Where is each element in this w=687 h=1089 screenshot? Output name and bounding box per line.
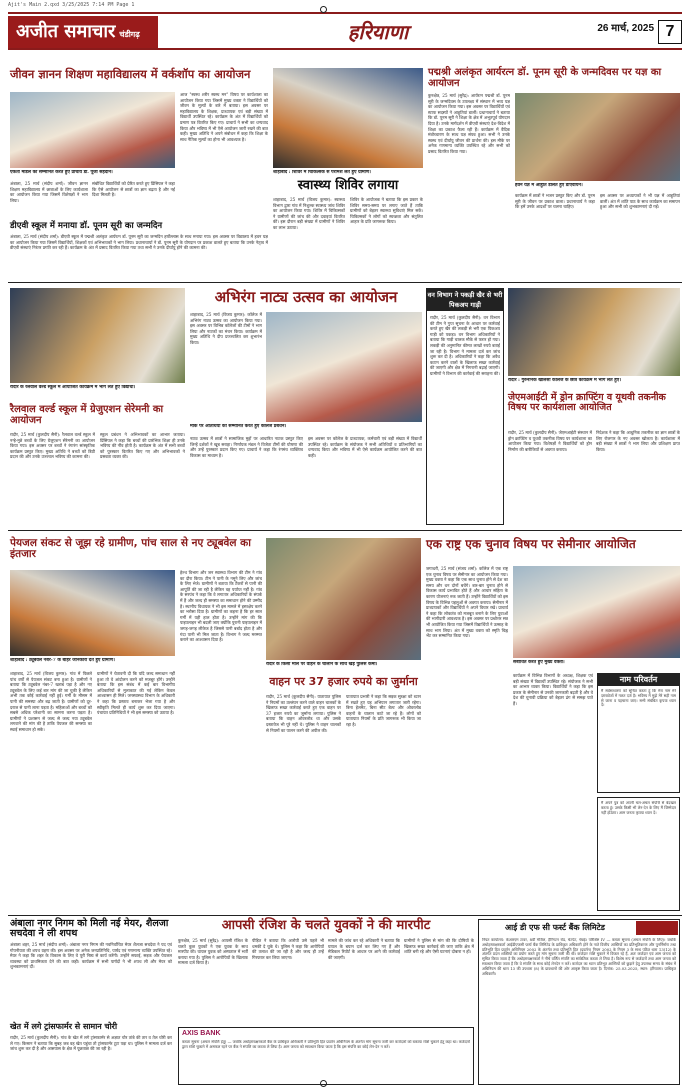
headline-assault[interactable]: आपसी रंजिश के चलते युवकों ने की मारपीट <box>221 918 431 933</box>
headline-mayor-oath[interactable]: अंबाला नगर निगम को मिली नई मेयर, शैलजा सचदेवा ने ली शपथ <box>10 918 169 939</box>
water-crisis-caption: शाहाबाद : ट्यूबवेल नंबर-7 के बाहर जानकारी देते हुए ग्रामीण। <box>10 658 115 663</box>
headline-drone-workshop[interactable]: जेएमआईटी में ड्रोन क्राफ्टिंग व यूथवी तकनीक विषय पर कार्यशाला आयोजित <box>508 392 666 413</box>
yagya-photo <box>515 93 680 181</box>
health-camp-caption: शाहाबाद : शिविर में चिकित्सक से परामर्श लेते हुए ग्रामीण। <box>273 170 371 175</box>
theatre-photo <box>266 312 422 422</box>
transformer-body: रादौर, 25 मार्च (कुलदीप सैनी): गांव के खेत में लगे ट्रांसफार्मर से अज्ञात चोर तांबे की तार व तेल चोरी कर ले गए। किसान ने बताया कि सुबह जब वह खेत पहुंचा तो ट्रांसफार्मर टूटा पड़ा था। पुलिस ने मामला दर्ज कर जांच शुरू कर दी है और आसपास के क्षेत्र में पूछताछ की जा रही है। <box>10 1035 172 1052</box>
idfc-bank-title: आई डी एफ सी फर्स्ट बैंक लिमिटेड <box>505 923 605 932</box>
headline-workshop[interactable]: जीवन ज्ञानन शिक्षण महाविद्यालय में वर्कशॉप का आयोजन <box>10 67 251 81</box>
name-change-title[interactable]: नाम परिवर्तन <box>598 674 679 686</box>
section-title: हरियाणा <box>347 20 409 44</box>
yagya-body: कुरुक्षेत्र, 25 मार्च (सुरेंद्र): आर्यरत्न पद्मश्री डॉ. पूनम सूरी के जन्मदिवस के उपलक्ष्य में संस्थान में भव्य यज्ञ का आयोजन किया गया। इस अवसर पर विद्यार्थियों एवं स्टाफ सदस्यों ने आहुतियां डालीं। प्रधानाचार्य ने बताया कि डॉ. पूनम सूरी ने शिक्षा के क्षेत्र में अभूतपूर्व योगदान दिया है। उनके मार्गदर्शन में डीएवी संस्थाएं देश-विदेश में शिक्षा का प्रकाश फैला रही हैं। कार्यक्रम में वैदिक मंत्रोच्चारण के साथ यज्ञ संपन्न हुआ। सभी ने उनके स्वस्थ एवं दीर्घायु जीवन की प्रार्थना की। इस मौके पर अनेक गणमान्य व्यक्ति उपस्थित रहे और सभी को प्रसाद वितरित किया गया। <box>428 93 510 154</box>
logo-city: चंडीगढ़ <box>119 29 140 39</box>
seminar-caption: संबोधित करते हुए मुख्य वक्ता। <box>513 660 565 665</box>
drone-body-2: निदेशक ने कहा कि आधुनिक तकनीक का ज्ञान छात्रों के लिए रोजगार के नए अवसर खोलता है। कार्यशाला में बड़ी संख्या में छात्रों ने भाग लिया और प्रशिक्षण प्राप्त किया। <box>596 430 680 452</box>
headline-health-camp[interactable]: स्वास्थ्य शिविर लगाया <box>297 178 399 193</box>
college-caption: रादौर : गुरुनानक खालसा कॉलेज के छात्र कार्यक्रम में भाग लेते हुए। <box>508 378 621 383</box>
registration-mark-top <box>320 6 327 13</box>
headline-yagya[interactable]: पद्मश्री अलंकृत आर्यरत्न डॉ. पूनम सूरी के जन्मदिवस पर यज्ञ का आयोजन <box>428 67 662 89</box>
health-camp-photo <box>273 68 423 168</box>
workshop-body: अंबाला, 25 मार्च (संदीप शर्मा): जीवन ज्ञानन शिक्षण महाविद्यालय में छात्राओं के लिए कार्यशाला का आयोजन किया गया जिसमें विशेषज्ञों ने भाग लिया। <box>10 181 88 203</box>
seminar-body-2: कार्यक्रम में विभिन्न विभागों के अध्यक्ष, शिक्षक एवं बड़ी संख्या में विद्यार्थी उपस्थित रहे। संयोजक ने सभी का आभार व्यक्त किया। विद्यार्थियों ने कहा कि इस प्रकार के सेमीनार से उनकी जानकारी बढ़ती है और वे देश की चुनावी प्रक्रिया को बेहतर ढंग से समझ पाते हैं। <box>513 673 593 706</box>
divider-1 <box>8 282 682 283</box>
idfc-bank-notice: नियत कार्यालय: केआरएम टावर, 8वीं मंजिल, हैरिंगटन रोड, चेटपेट, चेन्नई। परिशिष्ट IV — कब्जा सूचना (अचल संपत्ति के लिए)। जबकि अधोहस्ताक्षरकर्ता आईडीएफसी फर्स्ट बैंक लिमिटेड के प्राधिकृत अधिकारी होने के नाते वित्तीय आस्तियों का प्रतिभूतिकरण और पुनर्निर्माण तथा प्रतिभूति हित प्रवर्तन अधिनियम 2002 के अंतर्गत तथा प्रतिभूति हित (प्रवर्तन) नियम 2002 के नियम 3 के साथ पठित धारा 13(12) के अंतर्गत प्रदत्त शक्तियों का प्रयोग करते हुए मांग सूचना जारी की थी। कर्जदार राशि चुकाने में विफल रहे हैं, अतः कर्जदार एवं आम जनता को सूचित किया जाता है कि अधोहस्ताक्षरकर्ता ने नीचे वर्णित संपत्ति का सांकेतिक कब्जा ले लिया है। विशेष रूप से कर्जदारों तथा आम जनता को सावधान किया जाता है कि वे संपत्ति के साथ कोई लेनदेन न करें। कर्जदार का ध्यान प्रतिभूत आस्तियों को छुड़ाने हेतु उपलब्ध समय के संबंध में अधिनियम की धारा 13 की उपधारा (8) के प्रावधानों की ओर आकृष्ट किया जाता है। दिनांक: 25.03.2025, स्थान: हरियाणा। प्राधिकृत अधिकारी। <box>482 938 676 976</box>
water-crisis-body-2: ग्रामीणों ने चेतावनी दी कि यदि जल्द समाधान नहीं हुआ तो वे आंदोलन करने को मजबूर होंगे। उन्होंने बताया कि इस संबंध में कई बार विभागीय अधिकारियों से मुलाकात की गई लेकिन केवल आश्वासन ही मिले। जनस्वास्थ्य विभाग के अधिकारी ने कहा कि प्रस्ताव बनाकर भेजा गया है और स्वीकृति मिलते ही कार्य शुरू कर दिया जाएगा। पंचायत प्रतिनिधियों ने भी इस समस्या को उठाया है। <box>97 671 175 716</box>
forest-dept-body: रादौर, 25 मार्च (कुलदीप सैनी): वन विभाग की टीम ने गुप्त सूचना के आधार पर कार्रवाई करते हुए खैर की लकड़ी से भरी एक पिकअप गाड़ी को पकड़ा। वन विभाग अधिकारियों ने बताया कि गाड़ी चालक मौके से फरार हो गया। लकड़ी की अनुमानित कीमत लाखों रुपये बताई जा रही है। विभाग ने मामला दर्ज कर जांच शुरू कर दी है। अधिकारियों ने कहा कि अवैध कटान करने वालों के खिलाफ सख्त कार्रवाई की जाएगी और क्षेत्र में निगरानी बढ़ाई जाएगी। ग्रामीणों ने विभाग की कार्रवाई की सराहना की। <box>430 315 500 376</box>
theatre-body-3: इस अवसर पर कॉलेज के प्राध्यापक, कर्मचारी एवं बड़ी संख्या में विद्यार्थी उपस्थित रहे। कार्यक्रम के संयोजक ने सभी अतिथियों व प्रतिभागियों का धन्यवाद किया और भविष्य में भी ऐसे कार्यक्रम आयोजित करने की बात कही। <box>308 436 422 458</box>
dav-birthday-body: अंबाला, 25 मार्च (संदीप शर्मा): डीएवी स्कूल में पद्मश्री अलंकृत आर्यरत्न डॉ. पूनम सूरी का जन्मदिन हर्षोल्लास के साथ मनाया गया। इस अवसर पर विद्यालय में हवन यज्ञ का आयोजन किया गया जिसमें विद्यार्थियों, शिक्षकों एवं अभिभावकों ने भाग लिया। प्रधानाचार्या ने डॉ. पूनम सूरी के योगदान पर प्रकाश डालते हुए बताया कि उनके नेतृत्व में डीएवी संस्थाएं निरंतर प्रगति कर रही हैं। कार्यक्रम के अंत में प्रसाद वितरित किया गया तथा सभी ने उनके दीर्घायु होने की कामना की। <box>10 234 268 251</box>
issue-date: 26 मार्च, 2025 <box>597 23 654 34</box>
page-number: 7 <box>658 20 682 44</box>
drone-body: रादौर, 25 मार्च (कुलदीप सैनी): जेएमआईटी संस्थान में ड्रोन क्राफ्टिंग व यूथवी तकनीक विषय पर कार्यशाला का आयोजन किया गया। विशेषज्ञों ने विद्यार्थियों को ड्रोन निर्माण की बारीकियों से अवगत कराया। <box>508 430 592 452</box>
workshop-caption: एकता मंडिल को सम्मानित करते हुए प्राचार्य डॉ. पूजा सहदान। <box>10 170 113 175</box>
assault-body-4: ग्रामीणों ने पुलिस से मांग की कि दोषियों के खिलाफ सख्त कार्रवाई की जाए ताकि क्षेत्र में शांति बनी रहे और ऐसी घटनाएं दोबारा न हों। <box>404 938 474 955</box>
water-crisis-photo <box>10 570 175 656</box>
workshop-photo <box>10 92 175 168</box>
water-crisis-body-3: हेल्थ विभाग और जन स्वास्थ्य विभाग की टीम ने गांव का दौरा किया। टीम ने पानी के नमूने लिए और जांच के लिए भेजे। ग्रामीणों ने बताया कि टैंकरों से पानी की आपूर्ति की जा रही है लेकिन वह पर्याप्त नहीं है। गांव के सरपंच ने कहा कि वे लगातार अधिकारियों के संपर्क में हैं और जल्द ही समस्या का समाधान होने की उम्मीद है। स्थानीय विधायक ने भी इस मामले में हस्तक्षेप करने का भरोसा दिया है। ग्रामीणों का कहना है कि हर साल गर्मी में यही हाल होता है। उन्होंने मांग की कि पाइपलाइन भी बदली जाए क्योंकि पुरानी पाइपलाइन में जगह-जगह लीकेज है जिससे पानी बर्बाद होता है और गंदा पानी भी मिल जाता है। विभाग ने जल्द मरम्मत कराने का आश्वासन दिया है। <box>180 570 262 643</box>
mayor-oath-body: अंबाला शहर, 25 मार्च (संदीप शर्मा): अंबाला नगर निगम की नवनिर्वाचित मेयर शैलजा सचदेवा ने पद एवं गोपनीयता की शपथ ग्रहण की। इस अवसर पर अनेक जनप्रतिनिधि, पार्षद एवं गणमान्य व्यक्ति उपस्थित रहे। मेयर ने कहा कि शहर के विकास के लिए वे पूरी निष्ठा से कार्य करेंगी। उन्होंने सफाई, सड़क और पेयजल व्यवस्था को प्राथमिकता देने की बात कही। कार्यक्रम में सभी पार्षदों ने भी शपथ ली और मेयर को शुभकामनाएं दीं। <box>10 942 172 970</box>
health-camp-body-2: शिविर के आयोजक ने बताया कि इस प्रकार के शिविर समय-समय पर लगाए जाते हैं ताकि ग्रामीणों को बेहतर स्वास्थ्य सुविधाएं मिल सकें। चिकित्सकों ने लोगों को स्वच्छता और संतुलित आहार के प्रति जागरूक किया। <box>350 197 423 225</box>
assault-body-2: पीड़ित ने बताया कि आरोपी उसे पहले भी धमकी दे चुके थे। पुलिस ने कहा कि आरोपियों की तलाश की जा रही है और जल्द ही उन्हें गिरफ्तार कर लिया जाएगा। <box>252 938 324 960</box>
theatre-body: शाहाबाद, 25 मार्च (विजय कुमार): कॉलेज में अभिरंग नाट्य उत्सव का आयोजन किया गया। इस अवसर पर विभिन्न कॉलेजों की टीमों ने भाग लिया और नाटकों का मंचन किया। कार्यक्रम में मुख्य अतिथि ने दीप प्रज्ज्वलित कर शुभारंभ किया। <box>190 312 262 345</box>
graduation-body: रादौर, 25 मार्च (कुलदीप सैनी): रैलवाल वर्ल्ड स्कूल में नन्हे-मुन्ने बच्चों के लिए ग्रेजुएशन सेरेमनी का आयोजन किया गया। इस अवसर पर बच्चों ने रंगारंग सांस्कृतिक कार्यक्रम प्रस्तुत किए। मुख्य अतिथि ने बच्चों को डिग्री प्रदान की और उनके उज्ज्वल भविष्य की कामना की। <box>10 432 95 460</box>
assault-body-3: मामले की जांच कर रहे अधिकारी ने बताया कि घायल के बयान दर्ज कर लिए गए हैं और मेडिकल रिपोर्ट के आधार पर आगे की कार्रवाई की जाएगी। <box>328 938 400 960</box>
headline-one-nation-election[interactable]: एक राष्ट्र एक चुनाव विषय पर सेमीनार आयोजित <box>426 537 636 551</box>
axis-bank-notice: कब्जा सूचना (अचल संपत्ति हेतु) — जबकि अधोहस्ताक्षरकर्ता बैंक के प्राधिकृत अधिकारी ने प्रतिभूति हित प्रवर्तन अधिनियम के अंतर्गत मांग सूचना जारी कर कर्जदारों को बकाया राशि चुकाने हेतु कहा था। कर्जदारों द्वारा राशि चुकाने में असफल रहने पर बैंक ने संपत्ति का कब्जा ले लिया है। आम जनता को सावधान किया जाता है कि इस संपत्ति का कोई लेन-देन न करें। <box>182 1040 470 1049</box>
classified-body: मैं अपने पुत्र को अपनी चल-अचल संपत्ति से बेदखल करता हूं। उसके किसी भी लेन-देन के लिए मैं जिम्मेदार नहीं होऊंगा। आम जनता कृपया ध्यान दें। <box>601 801 676 815</box>
forest-dept-head[interactable]: वन विभाग ने पकड़ी खैर से भरी पिकअप गाड़ी <box>427 291 503 309</box>
registration-mark-bottom <box>320 1080 327 1087</box>
axis-bank-logo: AXIS BANK <box>182 1030 221 1037</box>
divider-2 <box>8 530 682 531</box>
logo-text: अजीत समाचार <box>16 21 116 42</box>
challan-caption: रादौर के किसी मील पर वाहन के चालान के साथ खड़े पुलिस कर्मी। <box>266 662 378 667</box>
graduation-body-2: स्कूल प्रबंधन ने अभिभावकों का आभार जताया। प्रिंसिपल ने कहा कि बच्चों की प्रारंभिक शिक्षा ही उनके भविष्य की नींव होती है। कार्यक्रम के अंत में सभी बच्चों को पुरस्कार वितरित किए गए और अभिभावकों ने प्रसन्नता व्यक्त की। <box>100 432 185 460</box>
headline-transformer-theft[interactable]: खेत में लगे ट्रांसफार्मर से सामान चोरी <box>10 1022 118 1031</box>
vehicle-fine-body: रादौर, 25 मार्च (कुलदीप सैनी): यातायात पुलिस ने नियमों का उल्लंघन करने वाले वाहन चालकों के खिलाफ सख्त कार्रवाई करते हुए एक वाहन पर 37 हजार रुपये का जुर्माना लगाया। पुलिस ने बताया कि वाहन ओवरलोड था और उसके दस्तावेज भी पूरे नहीं थे। पुलिस ने वाहन चालकों से नियमों का पालन करने की अपील की। <box>266 694 341 733</box>
seminar-body: जगाधरी, 25 मार्च (संजय शर्मा): कॉलेज में एक राष्ट्र एक चुनाव विषय पर सेमीनार का आयोजन किया गया। मुख्य वक्ता ने कहा कि एक साथ चुनाव होने से देश का समय और धन दोनों बचेंगे। बार-बार चुनाव होने से विकास कार्य प्रभावित होते हैं और आचार संहिता के कारण योजनाएं रुक जाती हैं। उन्होंने विद्यार्थियों को इस विषय के विभिन्न पहलुओं से अवगत कराया। सेमीनार में प्राध्यापकों और विद्यार्थियों ने अपने विचार रखे। प्राचार्य ने कहा कि लोकतंत्र को मजबूत बनाने के लिए युवाओं की भागीदारी आवश्यक है। इस अवसर पर प्रश्नोत्तर सत्र भी आयोजित किया गया जिसमें विद्यार्थियों ने उत्साह के साथ भाग लिया। अंत में मुख्य वक्ता को स्मृति चिह्न भेंट कर सम्मानित किया गया। <box>426 566 508 639</box>
workshop-body-3: आज "स्वस्थ शरीर स्वस्थ मन" विषय पर कार्यशाला का आयोजन किया गया जिसमें मुख्य वक्ता ने विद्यार्थियों को जीवन के मूल्यों के बारे में बताया। इस अवसर पर महाविद्यालय के शिक्षक, प्राध्यापक एवं बड़ी संख्या में विद्यार्थी उपस्थित रहे। कार्यक्रम के अंत में विद्यार्थियों को प्रमाण पत्र वितरित किए गए। प्राचार्य ने सभी का धन्यवाद किया और भविष्य में भी ऐसे आयोजन जारी रखने की बात कही। मुख्य अतिथि ने अपने संबोधन में कहा कि शिक्षा के साथ नैतिक मूल्यों का होना भी आवश्यक है। <box>180 92 268 142</box>
yagya-body-2: कार्यक्रम में छात्रों ने भजन प्रस्तुत किए और डॉ. पूनम सूरी के जीवन पर प्रकाश डाला। प्रधानाचार्य ने कहा कि हमें उनके आदर्शों पर चलना चाहिए। <box>515 193 595 210</box>
college-photo <box>508 288 680 376</box>
idfc-bank-logo <box>636 921 678 935</box>
headline-water-crisis[interactable]: पेयजल संकट से जूझ रहे ग्रामीण, पांच साल से नए ट्यूबवेल का इंतजार <box>10 537 251 561</box>
headline-vehicle-fine[interactable]: वाहन पर 37 हजार रुपये का जुर्माना <box>269 675 418 688</box>
water-crisis-body: शाहाबाद, 25 मार्च (विजय कुमार): गांव में पिछले पांच वर्षों से पेयजल संकट बना हुआ है। ग्रामीणों ने बताया कि ट्यूबवेल नंबर-7 खराब पड़ा है और नए ट्यूबवेल के लिए कई बार मांग की जा चुकी है लेकिन अभी तक कोई कार्रवाई नहीं हुई। गर्मी के मौसम में पानी की समस्या और बढ़ जाती है। ग्रामीणों को दूर-दराज से पानी लाना पड़ता है। महिलाओं और बच्चों को सबसे अधिक परेशानी का सामना करना पड़ता है। ग्रामीणों ने प्रशासन से जल्द से जल्द नया ट्यूबवेल लगवाने की मांग की है ताकि पेयजल की समस्या का स्थाई समाधान हो सके। <box>10 671 92 732</box>
theatre-caption: मौके पर अतिथियों को सम्मानित करते हुए कॉलेज प्रबंधन। <box>190 424 287 429</box>
yagya-body-3: इस अवसर पर अध्यापकों ने भी यज्ञ में आहुतियां डालीं। अंत में शांति पाठ के साथ कार्यक्रम का समापन हुआ और सभी को शुभकामनाएं दी गईं। <box>600 193 680 210</box>
theatre-body-2: नाट्य उत्सव में छात्रों ने सामाजिक मुद्दों पर आधारित नाटक प्रस्तुत किए जिन्हें दर्शकों ने खूब सराहा। निर्णायक मंडल ने विजेता टीमों की घोषणा की और उन्हें पुरस्कार प्रदान किए गए। प्राचार्य ने कहा कि रंगमंच व्यक्तित्व विकास का माध्यम है। <box>190 436 303 458</box>
health-camp-body: शाहाबाद, 25 मार्च (विजय कुमार): स्वास्थ्य विभाग द्वारा गांव में निशुल्क स्वास्थ्य जांच शिविर का आयोजन किया गया। शिविर में चिकित्सकों ने ग्रामीणों की जांच की और दवाइयां वितरित कीं। इस दौरान बड़ी संख्या में ग्रामीणों ने शिविर का लाभ उठाया। <box>273 197 345 230</box>
yagya-caption: हवन यज्ञ में आहुति डालते हुए डीएवीयन। <box>515 183 583 188</box>
workshop-body-2: संबोधित विद्यार्थियों को प्रेरित करते हुए प्रिंसिपल ने कहा कि ऐसे आयोजन से छात्रों का ज्ञान बढ़ता है और नई दिशा मिलती है। <box>92 181 175 198</box>
newspaper-logo[interactable] <box>8 16 158 48</box>
masthead <box>8 12 682 50</box>
assault-body: कुरुक्षेत्र, 25 मार्च (सुरेंद्र): आपसी रंजिश के चलते कुछ युवकों ने एक युवक के साथ मारपीट की। घायल युवक को अस्पताल में भर्ती कराया गया है। पुलिस ने आरोपियों के खिलाफ मामला दर्ज किया है। <box>178 938 248 966</box>
seminar-photo <box>513 566 680 658</box>
name-change-body: मैं सर्वसाधारण को सूचित करता हूं कि मेरा नाम मेरे दस्तावेजों में गलत दर्ज है। भविष्य में मुझे मेरे सही नाम से जाना व पहचाना जाए। सभी संबंधित कृपया ध्यान दें। <box>601 689 676 708</box>
divider-3 <box>8 915 682 916</box>
challan-photo <box>266 538 421 660</box>
graduation-caption: रादौर के रैलवाल वर्ल्ड स्कूल में आयोजित कार्यक्रम में भाग लेते हुए विद्यार्थी। <box>10 385 136 390</box>
vehicle-fine-body-2: यातायात प्रभारी ने कहा कि सड़क सुरक्षा को ध्यान में रखते हुए यह अभियान लगातार जारी रहेगा। बिना हेलमेट, बिना सीट बेल्ट और ओवरलोड वाहनों के चालान काटे जा रहे हैं। लोगों को यातायात नियमों के प्रति जागरूक भी किया जा रहा है। <box>346 694 421 727</box>
file-meta: Ajit's Main 2.qxd 3/25/2025 7:14 PM Page 1 <box>8 2 135 8</box>
headline-theatre-festival[interactable]: अभिरंग नाट्य उत्सव का आयोजन <box>214 288 398 306</box>
graduation-photo <box>10 288 185 383</box>
headline-graduation[interactable]: रैलवाल वर्ल्ड स्कूल में ग्रेजुएशन सेरेमनी का आयोजन <box>10 404 164 426</box>
headline-dav-birthday[interactable]: डीएवी स्कूल में मनाया डॉ. पूनम सूरी का जन्मदिन <box>10 221 163 231</box>
